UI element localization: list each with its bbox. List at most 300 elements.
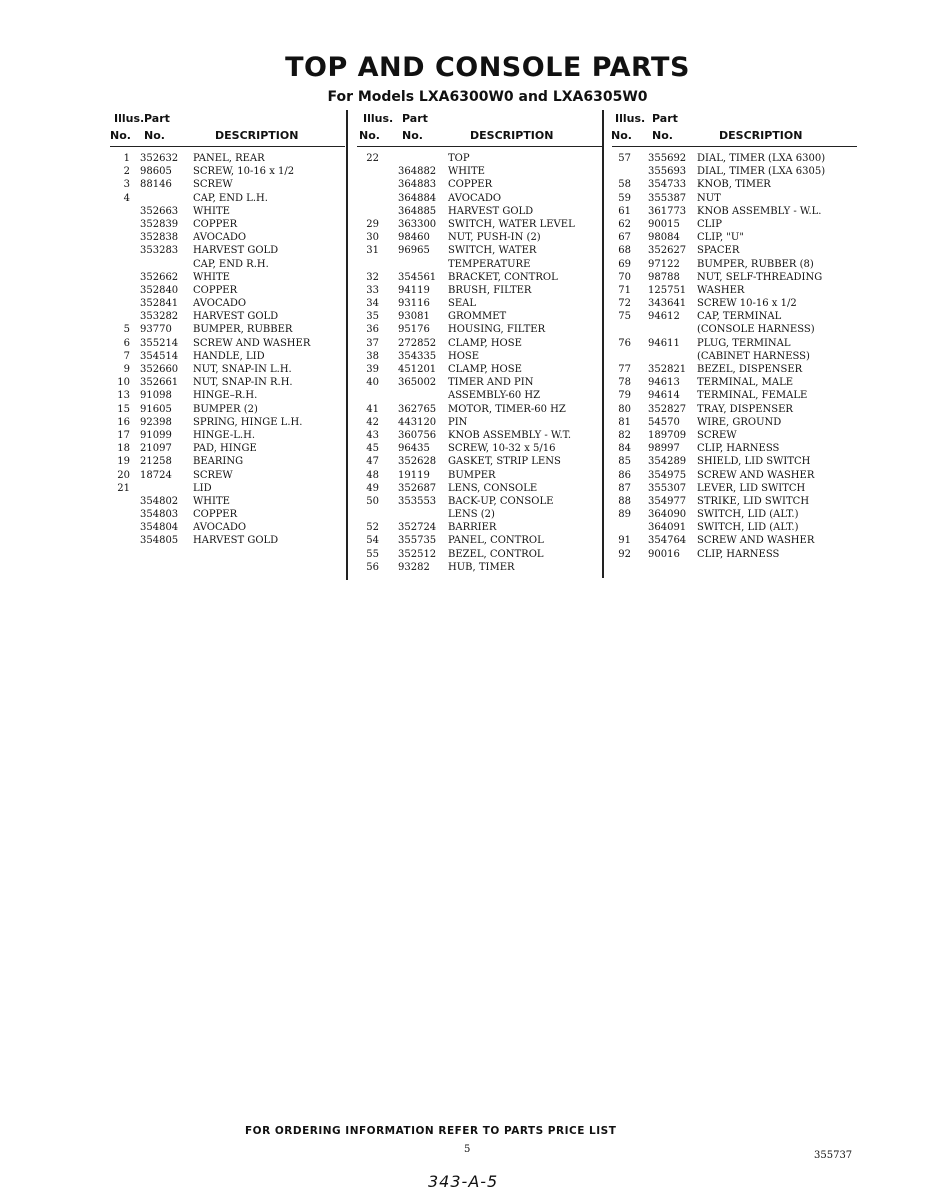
part-number: 352841 (140, 298, 179, 310)
part-number: 352840 (140, 284, 179, 296)
part-row (357, 521, 602, 534)
part-row (110, 429, 345, 442)
part-description: BRACKET, CONTROL (448, 271, 558, 283)
part-number: 355387 (648, 192, 687, 204)
part-number: 352660 (140, 364, 179, 375)
illus-header-2: No. (110, 129, 131, 142)
part-row (357, 337, 602, 350)
illus-number: 43 (366, 429, 379, 441)
part-row (612, 495, 857, 508)
part-number: 97122 (648, 258, 680, 270)
part-number: 354514 (140, 350, 179, 362)
part-number: 94611 (648, 337, 680, 349)
part-row (357, 363, 602, 376)
part-description: PLUG, TERMINAL (697, 337, 791, 349)
part-number: 19119 (398, 469, 430, 481)
illus-number: 72 (618, 298, 631, 310)
part-description: TOP (448, 153, 470, 164)
part-row (110, 337, 345, 350)
part-number: 54570 (648, 416, 680, 428)
part-row (357, 165, 602, 178)
illus-number: 76 (618, 337, 631, 349)
part-row (357, 455, 602, 468)
part-number: 364090 (648, 509, 687, 521)
part-description: DIAL, TIMER (LXA 6305) (697, 166, 826, 178)
part-row (110, 442, 345, 455)
part-description: COPPER (448, 179, 493, 191)
part-description: PANEL, CONTROL (448, 535, 544, 547)
part-header-2: No. (652, 129, 673, 142)
part-row (357, 323, 602, 336)
part-row (110, 403, 345, 416)
part-number: 98084 (648, 232, 680, 244)
part-description: SEAL (448, 298, 477, 310)
illus-number: 33 (366, 284, 379, 296)
part-number: 365002 (398, 377, 437, 389)
illus-number: 86 (618, 469, 631, 481)
part-row (612, 534, 857, 547)
part-number: 352838 (140, 232, 179, 244)
illus-number: 38 (366, 350, 379, 362)
part-description: CLIP, HARNESS (697, 548, 780, 560)
part-row (612, 350, 857, 363)
part-number: 364882 (398, 166, 437, 178)
part-number: 354733 (648, 179, 687, 191)
part-description: SCREW AND WASHER (193, 337, 311, 349)
part-number: 90015 (648, 218, 680, 230)
part-row (357, 482, 602, 495)
part-description: WHITE (193, 205, 230, 217)
part-row (110, 416, 345, 429)
part-number: 94119 (398, 284, 430, 296)
part-number: 189709 (648, 429, 687, 441)
description-header: DESCRIPTION (719, 129, 803, 142)
part-description: CLIP, "U" (697, 232, 744, 244)
part-description: HOSE (448, 350, 480, 362)
part-row (357, 231, 602, 244)
illus-number: 16 (117, 416, 130, 428)
part-description: HINGE–R.H. (193, 390, 258, 402)
part-description: SCREW (193, 469, 233, 481)
part-number: 362765 (398, 403, 437, 415)
part-row (110, 350, 345, 363)
part-row (612, 376, 857, 389)
part-number: 91099 (140, 429, 172, 441)
part-number: 355214 (140, 337, 179, 349)
part-number: 21258 (140, 456, 172, 468)
part-description: CLAMP, HOSE (448, 337, 522, 349)
part-description: NUT, SNAP-IN L.H. (193, 364, 292, 375)
part-number: 94612 (648, 311, 680, 323)
part-number: 354561 (398, 271, 437, 283)
illus-number: 3 (123, 179, 130, 191)
illus-number: 17 (117, 429, 130, 441)
part-row (357, 218, 602, 231)
part-row (110, 323, 345, 336)
illus-number: 52 (366, 522, 379, 534)
part-row (110, 482, 345, 495)
part-number: 18724 (140, 469, 172, 481)
part-row (612, 337, 857, 350)
illus-header-2: No. (359, 129, 380, 142)
illus-number: 77 (618, 364, 631, 375)
part-description: (CONSOLE HARNESS) (697, 324, 815, 336)
part-description: HUB, TIMER (448, 561, 515, 573)
part-row (612, 508, 857, 521)
part-description: SCREW, 10-16 x 1/2 (193, 166, 295, 178)
part-row (110, 310, 345, 323)
part-number: 451201 (398, 364, 437, 375)
description-header: DESCRIPTION (470, 129, 554, 142)
illus-number: 54 (366, 535, 379, 547)
illus-number: 40 (366, 377, 379, 389)
part-number: 88146 (140, 179, 172, 191)
parts-column (612, 110, 857, 561)
part-number: 94614 (648, 390, 680, 402)
part-description: SWITCH, LID (ALT.) (697, 522, 799, 534)
part-number: 353282 (140, 311, 179, 323)
part-description: BUMPER, RUBBER (193, 324, 293, 336)
ordering-note: FOR ORDERING INFORMATION REFER TO PARTS PRICE LIST (245, 1125, 617, 1137)
part-description: AVOCADO (448, 192, 502, 204)
part-description: KNOB ASSEMBLY - W.L. (697, 205, 822, 217)
part-row (357, 297, 602, 310)
illus-number: 92 (618, 548, 631, 560)
part-description: NUT, SNAP-IN R.H. (193, 377, 293, 389)
illus-number: 49 (366, 482, 379, 494)
part-row (357, 192, 602, 205)
part-description: KNOB, TIMER (697, 179, 771, 191)
part-description: SCREW, 10-32 x 5/16 (448, 443, 556, 455)
part-number: 93770 (140, 324, 172, 336)
illus-number: 70 (618, 271, 631, 283)
illus-number: 61 (618, 205, 631, 217)
part-row (612, 455, 857, 468)
part-number: 93116 (398, 298, 430, 310)
part-row (612, 429, 857, 442)
illus-number: 4 (123, 192, 130, 204)
part-description: HARVEST GOLD (193, 535, 279, 547)
part-row (612, 205, 857, 218)
part-description: SCREW AND WASHER (697, 469, 815, 481)
part-description: BACK-UP, CONSOLE (448, 495, 554, 507)
part-description: WHITE (193, 271, 230, 283)
part-row (612, 218, 857, 231)
part-row (612, 482, 857, 495)
illus-number: 87 (618, 482, 631, 494)
part-number: 352627 (648, 245, 687, 257)
part-row (357, 561, 602, 574)
illus-header-1: Illus. (615, 112, 646, 125)
part-description: GASKET, STRIP LENS (448, 456, 561, 468)
part-description: AVOCADO (193, 298, 247, 310)
part-description: WASHER (697, 284, 745, 296)
part-number: 354805 (140, 535, 179, 547)
part-row (357, 244, 602, 257)
illus-number: 15 (117, 403, 130, 415)
part-number: 352821 (648, 364, 687, 375)
part-description: PAD, HINGE (193, 443, 257, 455)
illus-number: 47 (366, 456, 379, 468)
illus-number: 42 (366, 416, 379, 428)
part-description: SWITCH, WATER (448, 245, 537, 257)
part-row (110, 271, 345, 284)
illus-number: 6 (123, 337, 130, 349)
part-description: TERMINAL, FEMALE (697, 390, 808, 402)
part-description: AVOCADO (193, 522, 247, 534)
part-row (110, 469, 345, 482)
part-row (357, 376, 602, 389)
part-description: PIN (448, 416, 468, 428)
part-description: WHITE (448, 166, 485, 178)
part-description: LENS (2) (448, 509, 495, 521)
illus-number: 30 (366, 232, 379, 244)
part-number: 90016 (648, 548, 680, 560)
part-description: SHIELD, LID SWITCH (697, 456, 811, 468)
part-number: 360756 (398, 429, 437, 441)
part-row (357, 152, 602, 165)
part-row (612, 152, 857, 165)
part-number: 21097 (140, 443, 172, 455)
illus-number: 5 (123, 324, 130, 336)
part-row (612, 403, 857, 416)
part-description: SCREW (193, 179, 233, 191)
part-row (612, 389, 857, 402)
part-number: 354977 (648, 495, 687, 507)
part-number: 443120 (398, 416, 437, 428)
part-description: HARVEST GOLD (193, 245, 279, 257)
part-row (612, 548, 857, 561)
page-number: 5 (464, 1144, 471, 1155)
illus-number: 79 (618, 390, 631, 402)
illus-number: 10 (117, 377, 130, 389)
part-number: 352628 (398, 456, 437, 468)
part-description: SWITCH, LID (ALT.) (697, 509, 799, 521)
part-description: TRAY, DISPENSER (697, 403, 793, 415)
part-number: 354802 (140, 495, 179, 507)
part-number: 352661 (140, 377, 179, 389)
illus-header-1: Illus. (363, 112, 394, 125)
illus-number: 84 (618, 443, 631, 455)
illus-header-2: No. (611, 129, 632, 142)
part-description: SCREW 10-16 x 1/2 (697, 298, 797, 310)
part-description: CAP, TERMINAL (697, 311, 782, 323)
part-row (357, 442, 602, 455)
part-description: TERMINAL, MALE (697, 377, 794, 389)
part-description: CAP, END L.H. (193, 192, 268, 204)
part-description: TIMER AND PIN (448, 377, 534, 389)
illus-number: 19 (117, 456, 130, 468)
illus-number: 75 (618, 311, 631, 323)
part-number: 91098 (140, 390, 172, 402)
part-description: SWITCH, WATER LEVEL (448, 218, 575, 230)
part-description: HOUSING, FILTER (448, 324, 546, 336)
part-row (612, 323, 857, 336)
illus-number: 56 (366, 561, 379, 573)
parts-column (110, 110, 345, 548)
illus-number: 21 (117, 482, 130, 494)
part-number: 92398 (140, 416, 172, 428)
part-number: 125751 (648, 284, 687, 296)
part-row (357, 469, 602, 482)
illus-number: 50 (366, 495, 379, 507)
part-number: 352632 (140, 153, 179, 164)
part-number: 352662 (140, 271, 179, 283)
part-number: 96435 (398, 443, 430, 455)
part-number: 91605 (140, 403, 172, 415)
illus-number: 69 (618, 258, 631, 270)
part-description: TEMPERATURE (448, 258, 531, 270)
illus-number: 55 (366, 548, 379, 560)
part-number: 353283 (140, 245, 179, 257)
part-row (612, 310, 857, 323)
part-row (357, 350, 602, 363)
part-row (110, 521, 345, 534)
illus-number: 39 (366, 364, 379, 375)
part-description: NUT (697, 192, 721, 204)
page-title: TOP AND CONSOLE PARTS (285, 52, 690, 83)
part-number: 364091 (648, 522, 687, 534)
part-row (110, 455, 345, 468)
part-number: 364885 (398, 205, 437, 217)
illus-number: 91 (618, 535, 631, 547)
illus-number: 34 (366, 298, 379, 310)
part-description: DIAL, TIMER (LXA 6300) (697, 153, 826, 164)
part-row (357, 178, 602, 191)
illus-number: 89 (618, 509, 631, 521)
description-header: DESCRIPTION (215, 129, 299, 142)
part-number: 354335 (398, 350, 437, 362)
part-description: CLIP (697, 218, 722, 230)
part-description: BUMPER, RUBBER (8) (697, 258, 814, 270)
illus-number: 58 (618, 179, 631, 191)
part-description: STRIKE, LID SWITCH (697, 495, 810, 507)
illus-number: 48 (366, 469, 379, 481)
part-number: 355735 (398, 535, 437, 547)
part-row (110, 534, 345, 547)
part-row (110, 205, 345, 218)
part-number: 361773 (648, 205, 687, 217)
column-header (612, 110, 857, 147)
part-row (612, 363, 857, 376)
illus-number: 80 (618, 403, 631, 415)
part-description: BEARING (193, 456, 244, 468)
part-number: 96965 (398, 245, 430, 257)
part-row (612, 258, 857, 271)
part-number: 352827 (648, 403, 687, 415)
part-number: 98788 (648, 271, 680, 283)
part-number: 93081 (398, 311, 430, 323)
part-description: SPACER (697, 245, 740, 257)
illus-number: 81 (618, 416, 631, 428)
part-row (612, 165, 857, 178)
part-description: HINGE-L.H. (193, 429, 255, 441)
part-row (110, 297, 345, 310)
illus-number: 18 (117, 443, 130, 455)
page-subtitle: For Models LXA6300W0 and LXA6305W0 (327, 89, 648, 105)
illus-number: 88 (618, 495, 631, 507)
part-row (110, 178, 345, 191)
part-number: 353553 (398, 495, 437, 507)
part-number: 355307 (648, 482, 687, 494)
part-row (612, 178, 857, 191)
part-number: 98460 (398, 232, 430, 244)
part-number: 354803 (140, 509, 179, 521)
part-description: WHITE (193, 495, 230, 507)
part-description: HARVEST GOLD (193, 311, 279, 323)
illus-number: 13 (117, 390, 130, 402)
part-row (110, 152, 345, 165)
illus-number: 85 (618, 456, 631, 468)
part-row (357, 495, 602, 508)
part-description: BEZEL, DISPENSER (697, 364, 803, 375)
part-header-1: Part (402, 112, 428, 125)
part-number: 355692 (648, 153, 687, 164)
part-row (357, 284, 602, 297)
part-row (357, 310, 602, 323)
part-description: AVOCADO (193, 232, 247, 244)
part-number: 355693 (648, 166, 687, 178)
illus-number: 41 (366, 403, 379, 415)
part-description: COPPER (193, 284, 238, 296)
part-number: 354804 (140, 522, 179, 534)
part-number: 352687 (398, 482, 437, 494)
part-description: BUMPER (448, 469, 496, 481)
column-divider (346, 110, 348, 580)
illus-number: 9 (123, 364, 130, 375)
part-number: 352724 (398, 522, 437, 534)
part-description: MOTOR, TIMER-60 HZ (448, 403, 566, 415)
part-number: 95176 (398, 324, 430, 336)
part-row (357, 389, 602, 402)
illus-number: 82 (618, 429, 631, 441)
part-description: SCREW (697, 429, 737, 441)
part-row (110, 165, 345, 178)
illus-number: 31 (366, 245, 379, 257)
part-row (357, 548, 602, 561)
part-row (357, 429, 602, 442)
part-header-2: No. (144, 129, 165, 142)
parts-column (357, 110, 602, 574)
part-description: GROMMET (448, 311, 507, 323)
illus-number: 59 (618, 192, 631, 204)
handwritten-note: 343-A-5 (428, 1172, 499, 1191)
part-header-1: Part (144, 112, 170, 125)
part-description: HARVEST GOLD (448, 205, 534, 217)
part-number: 343641 (648, 298, 687, 310)
part-row (612, 521, 857, 534)
part-description: LENS, CONSOLE (448, 482, 538, 494)
illus-number: 37 (366, 337, 379, 349)
illus-number: 45 (366, 443, 379, 455)
part-description: NUT, SELF-THREADING (697, 271, 823, 283)
part-description: CLIP, HARNESS (697, 443, 780, 455)
part-row (612, 244, 857, 257)
part-description: SCREW AND WASHER (697, 535, 815, 547)
part-description: COPPER (193, 509, 238, 521)
illus-number: 67 (618, 232, 631, 244)
part-description: SPRING, HINGE L.H. (193, 416, 303, 428)
part-header-1: Part (652, 112, 678, 125)
part-number: 94613 (648, 377, 680, 389)
part-description: BEZEL, CONTROL (448, 548, 544, 560)
part-description: (CABINET HARNESS) (697, 350, 810, 362)
illus-number: 62 (618, 218, 631, 230)
part-description: BRUSH, FILTER (448, 284, 532, 296)
part-number: 352839 (140, 218, 179, 230)
part-number: 98997 (648, 443, 680, 455)
part-row (357, 416, 602, 429)
